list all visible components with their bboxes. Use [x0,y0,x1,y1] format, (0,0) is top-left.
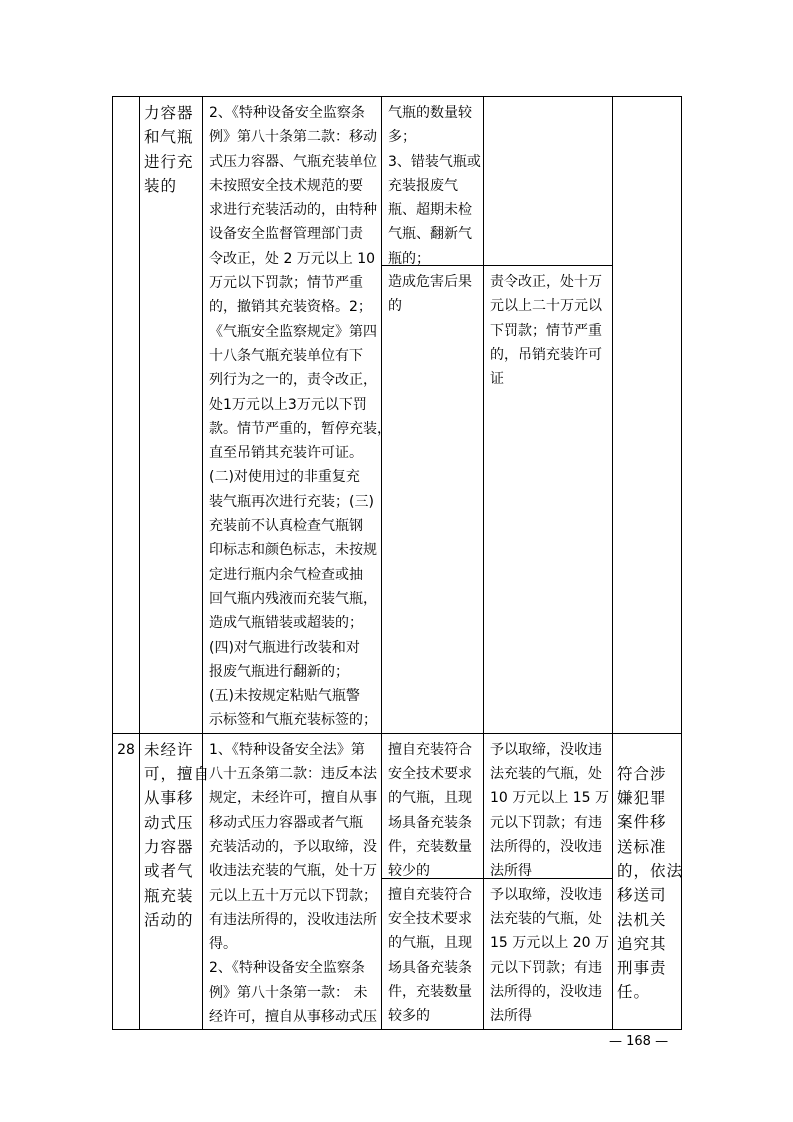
text-line: 的气瓶，且现 [388,935,472,952]
text-line: 法所得 [490,863,532,880]
text-line: 装的 [144,176,178,195]
text-line: 或者气 [144,862,194,881]
text-line: 充装报废气 [388,177,458,194]
legal-basis-cell [203,733,382,1030]
table-row [113,97,682,734]
text-line: 例》第八十条第二款：移动 [209,129,377,146]
text-line: 案件移 [617,813,667,832]
text-line: 收违法充装的气瓶，处十万 [209,863,377,880]
text-line: 1、《特种设备安全法》第 [209,741,365,758]
circumstance-item [382,97,483,266]
text-line: (二)对使用过的非重复充 [209,469,360,486]
text-line: 进行充 [144,152,194,171]
text-line: 15 万元以上 20 万 [490,935,609,952]
text-line: 报废气瓶进行翻新的； [209,663,349,680]
text-line: 力容器 [144,837,194,856]
text-line: 证 [490,371,504,388]
text-line: 设备安全监督管理部门责 [209,226,363,243]
text-line: (五)未按规定粘贴气瓶警 [209,688,360,705]
text-line: 元以上五十万元以下罚款； [209,887,377,904]
text-line: 任。 [617,983,651,1002]
text-line: 印标志和颜色标志，未按规 [209,542,377,559]
text-line: 气瓶的数量较 [388,105,472,121]
text-line: 予以取缔，没收违 [490,886,602,903]
text-line: 的，依法 [617,861,684,880]
text-line: 万元以下罚款；情节严重 [209,275,363,292]
text-line: 列行为之一的，责令改正， [209,372,377,389]
text-line: 得。 [209,936,237,953]
text-line: 元以上二十万元以 [490,298,602,315]
text-line: 法充装的气瓶，处 [490,766,602,783]
text-line: 和气瓶 [144,128,194,147]
text-line: 规定，未经许可，擅自从事 [209,790,377,807]
penalty-cell [484,733,613,1030]
text-line: 法充装的气瓶，处 [490,911,602,928]
text-line: 动式压 [144,813,194,832]
text-line: 多； [388,129,416,146]
text-line: 的，吊销充装许可 [490,346,602,363]
text-line: 件，充装数量 [388,838,472,855]
text-line: 直至吊销其充装许可证。 [209,445,363,462]
text-line: 瓶的； [388,250,430,267]
text-line: 充装活动的，予以取缔，没 [209,838,377,855]
text-line: 充装前不认真检查气瓶钢 [209,518,363,535]
text-line: 元以下罚款；有违 [490,814,602,831]
text-line: 式压力容器、气瓶充装单位 [209,153,377,170]
legal-basis-cell [203,97,391,734]
text-line: 安全技术要求 [388,766,472,783]
text-line: 十八条气瓶充装单位有下 [209,347,363,364]
text-line: 追究其 [617,934,667,953]
text-line: 造成气瓶错装或超装的； [209,615,363,632]
transfer-standard-cell [613,97,682,734]
text-line: 安全技术要求 [388,911,472,928]
text-line: 10 万元以上 15 万 [490,790,609,807]
text-line: 擅自充装符合 [388,886,472,903]
text-line: 法所得的，没收违 [490,983,602,1000]
row-number-cell: 28 [113,733,140,1030]
text-line: 法所得 [490,1008,532,1025]
penalty-item [484,734,612,879]
text-line: 未按照安全技术规范的要 [209,177,363,194]
text-line: 瓶充装 [144,886,194,905]
penalty-cell [484,97,613,734]
text-line: 擅自充装符合 [388,741,472,758]
table-row [113,733,682,1030]
text-line: 下罚款；情节严重 [490,322,602,339]
text-line: 2、《特种设备安全监察条 [209,105,365,121]
penalty-item [484,879,612,1029]
circumstance-cell [382,97,484,734]
text-line: 经许可，擅自从事移动式压 [209,1008,377,1025]
text-line: 嫌犯罪 [617,789,667,808]
text-line: 定进行瓶内余气检查或抽 [209,566,363,583]
penalty-item [484,266,612,391]
text-line: 款。情节严重的，暂停充装， [209,420,391,437]
text-line: 气瓶、翻新气 [388,226,472,243]
text-line: 较多的 [388,1008,430,1025]
text-line: 符合涉 [617,764,667,783]
text-line: 可，擅自 [144,765,211,784]
text-line: 件，充装数量 [388,983,472,1000]
penalty-item [484,97,612,266]
circumstance-item [382,266,483,319]
penalty-standards-table [112,96,682,1030]
text-line: 令改正，处 2 万元以上 10 [209,250,376,267]
text-line: 的气瓶，且现 [388,790,472,807]
transfer-standard-cell [613,733,682,1030]
circumstance-item [382,879,483,1029]
circumstance-item [382,734,483,879]
text-line: 刑事责 [617,959,667,978]
text-line: 求进行充装活动的，由特种 [209,202,377,219]
text-line: 力容器 [144,104,194,122]
text-line: 较少的 [388,863,430,880]
text-line: 2、《特种设备安全监察条 [209,960,365,977]
text-line: 3、错装气瓶或 [388,153,481,170]
text-line: 移动式压力容器或者气瓶 [209,814,363,831]
text-line: 场具备充装条 [388,814,472,831]
page-number: — 168 — [609,1034,669,1049]
text-line: 活动的 [144,910,194,929]
text-line: 的 [388,298,402,315]
text-line: 八十五条第二款：违反本法 [209,766,377,783]
text-line: 场具备充装条 [388,959,472,976]
text-line: 示标签和气瓶充装标签的； [209,712,377,729]
text-line: 予以取缔，没收违 [490,741,602,758]
text-line: 有违法所得的，没收违法所 [209,911,377,928]
text-line: 瓶、超期未检 [388,202,472,219]
text-line: 元以下罚款；有违 [490,959,602,976]
text-line: 责令改正，处十万 [490,274,602,290]
text-line: 回气瓶内残液而充装气瓶， [209,590,377,607]
text-line: 移送司 [617,886,667,905]
text-line: 例》第八十条第一款： 未 [209,984,368,1001]
text-line: 从事移 [144,789,194,808]
text-line: 法所得的，没收违 [490,838,602,855]
text-line: 的，撤销其充装资格。2； [209,299,372,316]
text-line: 送标准 [617,837,667,856]
text-line: (四)对气瓶进行改装和对 [209,639,360,656]
violation-name-cell [140,97,203,734]
text-line: 处1万元以上3万元以下罚 [209,396,367,413]
text-line: 《气瓶安全监察规定》第四 [209,323,377,340]
text-line: 未经许 [144,740,194,759]
text-line: 装气瓶再次进行充装；(三) [209,493,374,510]
circumstance-cell [382,733,484,1030]
violation-name-cell [140,733,211,1030]
row-number-cell [113,97,140,734]
text-line: 法机关 [617,910,667,929]
text-line: 造成危害后果 [388,274,472,290]
